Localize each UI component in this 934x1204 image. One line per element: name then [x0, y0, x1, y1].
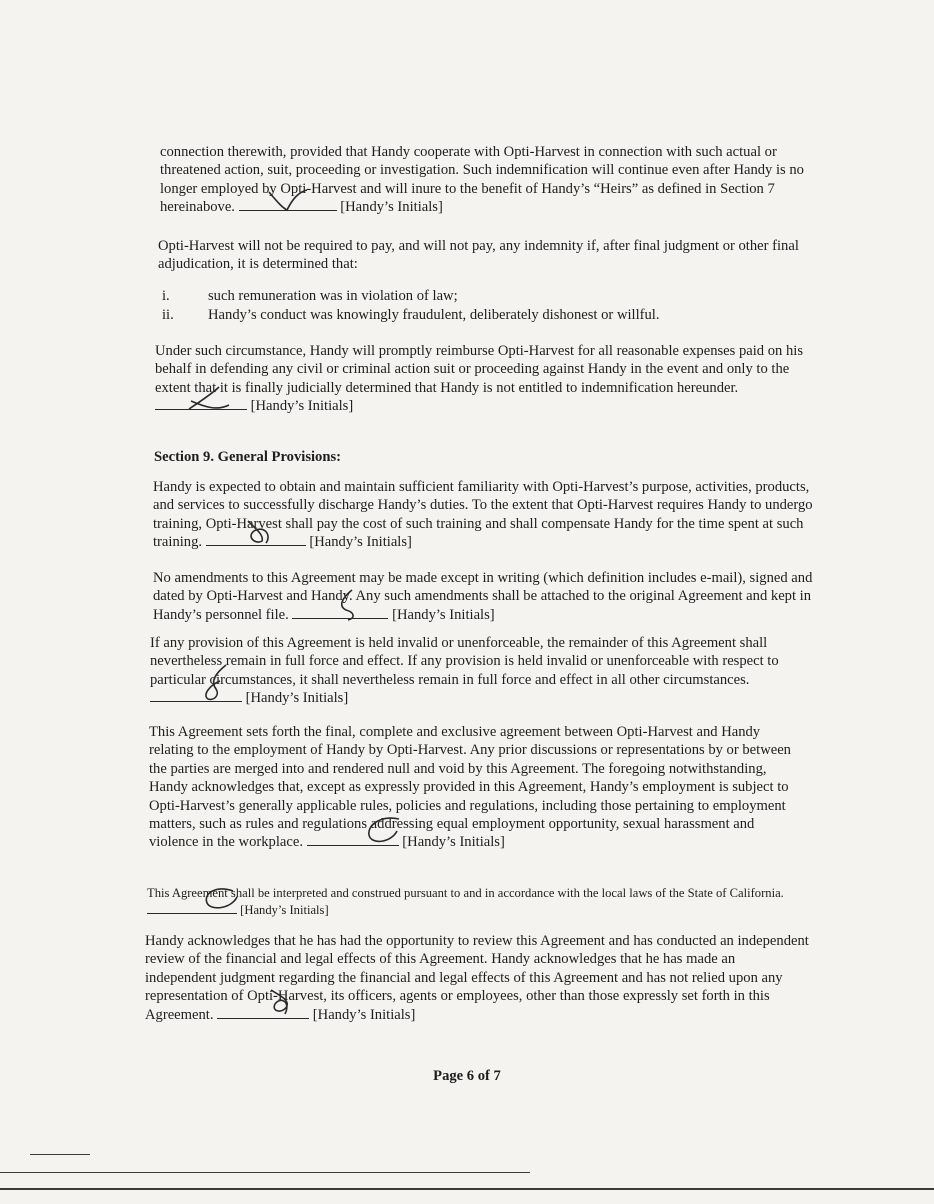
initials-signature [147, 887, 237, 917]
initials-label: [Handy’s Initials] [309, 534, 412, 551]
initials-signature [307, 815, 399, 849]
initials-blank [155, 397, 247, 410]
initials-label: [Handy’s Initials] [240, 903, 329, 917]
initials-signature [150, 671, 242, 705]
initials-blank [206, 533, 306, 546]
initials-signature [239, 184, 337, 214]
initials-label: [Handy’s Initials] [392, 606, 495, 623]
paragraph-entire-agreement: This Agreement sets forth the final, complete and exclusive agreement between Opti-Harvest and Handy relating to the employment of Handy by Opti-Harvest. Any prior discussions or representations by or between the parties are merged into and rendered null and void by this Agreement. The foregoing notwithstanding, Handy acknowledges that, except as expressly provided in this Agreement, Handy’s employment is subject to Opti-Harvest’s generally applicable rules, policies and regulations, including those pertaining to employment matters, such as rules and regulations addressing equal employment opportunity, sexual harassment and violence in the workplace. [Handy’s Initials] [149, 724, 791, 851]
paragraph-amendments: No amendments to this Agreement may be made except in writing (which definition includes e-mail), signed and dated by Opti-Harvest and Handy. Any such amendments shall be attached to the original Agreement and kept in Handy’s personnel file. [Handy’s Initials] [153, 570, 813, 623]
initials-blank [292, 606, 388, 619]
page-number: Page 6 of 7 [433, 1068, 501, 1084]
list-item: ii. Handy’s conduct was knowingly fraudulent, deliberately dishonest or willful. [162, 306, 660, 323]
initials-signature [155, 383, 247, 413]
paragraph-training: Handy is expected to obtain and maintain sufficient familiarity with Opti-Harvest’s purpose, activities, products, and services to successfully discharge Handy’s duties. To the extent that Opti-Harvest requires Handy to undergo training, Opti-Harvest shall pay the cost of such training and shall compensate Handy for the time spent at such training. [Handy’s Initials] [153, 479, 813, 551]
initials-blank [147, 901, 237, 914]
section-heading: Section 9. General Provisions: [154, 449, 342, 465]
scan-edge-line [0, 1188, 934, 1190]
paragraph-indemnification: connection therewith, provided that Handy cooperate with Opti-Harvest in connection with such actual or threatened action, suit, proceeding or investigation. Such indemnification will continue even after Handy is no longer employed by Opti-Harvest and will inure to the benefit of Handy’s “Heirs” as defined in Section 7 hereinabove. [Handy’s Initials] [160, 144, 804, 216]
initials-signature [217, 988, 309, 1022]
footer-rule-long [0, 1172, 530, 1173]
paragraph-governing-law: This Agreement shall be interpreted and construed pursuant to and in accordance with the local laws of the State of California. [Handy’s Initials] [147, 886, 784, 917]
initials-label: [Handy’s Initials] [340, 199, 443, 216]
paragraph-no-indemnity: Opti-Harvest will not be required to pay, and will not pay, any indemnity if, after final judgment or other final adjudication, it is determined that: [158, 238, 799, 273]
paragraph-independent-review: Handy acknowledges that he has had the opportunity to review this Agreement and has conducted an independent review of the financial and legal effects of this Agreement. Handy acknowledges that he has made an independent judgment regarding the financial and legal effects of this Agreement and has not relied upon any representation of Opti-Harvest, its officers, agents or employees, other than those expressly set forth in this Agreement. [Handy’s Initials] [145, 933, 809, 1023]
initials-label: [Handy’s Initials] [250, 398, 354, 415]
initials-label: [Handy’s Initials] [402, 834, 505, 851]
initials-blank [217, 1006, 309, 1019]
initials-blank [239, 198, 337, 211]
initials-label: [Handy’s Initials] [245, 690, 349, 707]
list-item: i. such remuneration was in violation of law; [162, 288, 458, 304]
conditions-list [162, 287, 660, 324]
paragraph-severability: If any provision of this Agreement is held invalid or unenforceable, the remainder of this Agreement shall nevertheless remain in full force and effect. If any provision is held invalid or unenforceable with respect to particular circumstances, it shall nevertheless remain in full force and effect in all other circumstances. [Handy’s Initials] [150, 635, 779, 707]
footer-rule-short [30, 1154, 90, 1155]
initials-blank [307, 833, 399, 846]
initials-blank [150, 689, 242, 702]
initials-signature [206, 515, 306, 549]
initials-signature [292, 588, 388, 622]
paragraph-reimburse: Under such circumstance, Handy will promptly reimburse Opti-Harvest for all reasonable expenses paid on his behalf in defending any civil or criminal action suit or proceeding against Handy in the event and only to the extent that it is finally judicially determined that Handy is not entitled to indemnification hereunder. [Handy’s Initials] [155, 343, 804, 415]
initials-label: [Handy’s Initials] [312, 1006, 416, 1023]
